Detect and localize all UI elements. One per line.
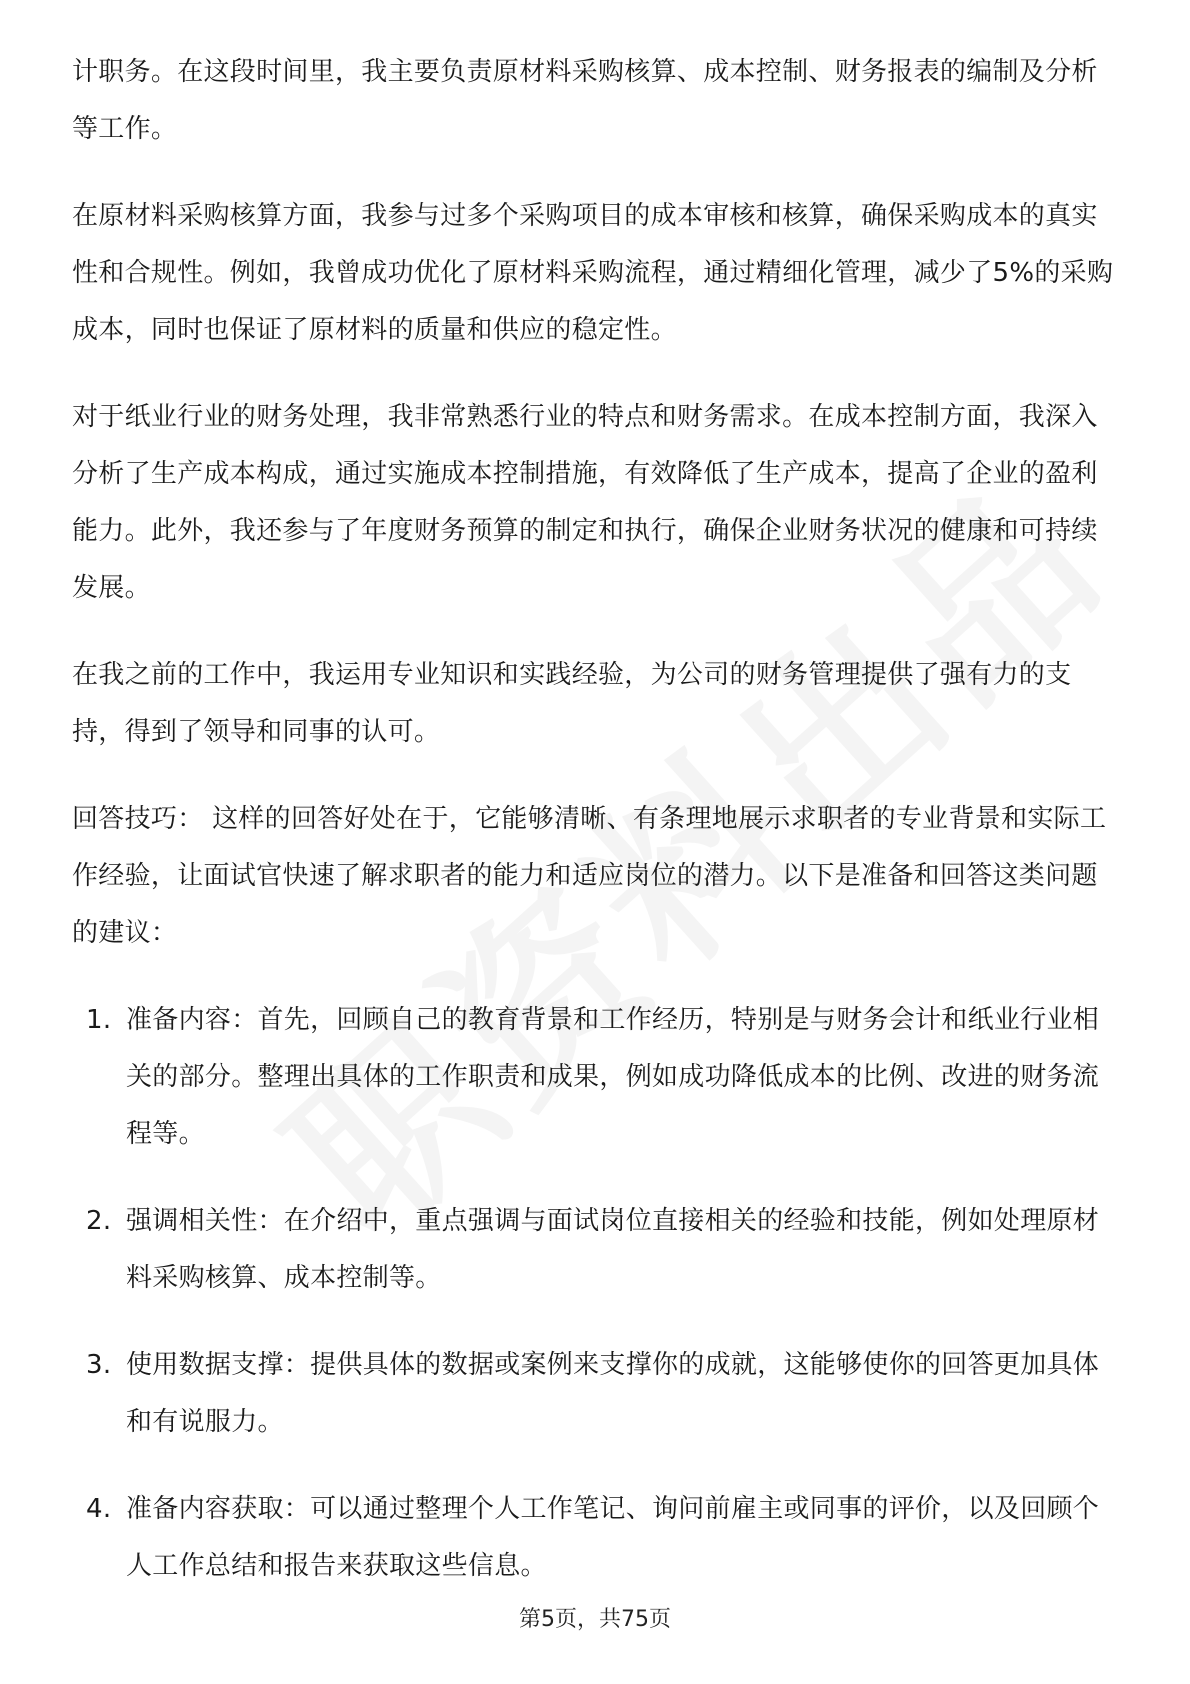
paragraph: 在原材料采购核算方面，我参与过多个采购项目的成本审核和核算，确保采购成本的真实性和合规性。例如，我曾成功优化了原材料采购流程，通过精细化管理，减少了5%的采购成本，同时也保证了原材料的质量和供应的稳定性。 xyxy=(72,201,1114,345)
list-number: 3. xyxy=(86,1350,112,1380)
answer-tips-intro: 回答技巧： 这样的回答好处在于，它能够清晰、有条理地展示求职者的专业背景和实际工作经验，让面试官快速了解求职者的能力和适应岗位的潜力。以下是准备和回答这类问题的建议： xyxy=(72,804,1107,948)
list-number: 2. xyxy=(86,1206,112,1236)
list-item xyxy=(72,1193,1122,1307)
list-item-text: 准备内容获取：可以通过整理个人工作笔记、询问前雇主或同事的评价，以及回顾个人工作总结和报告来获取这些信息。 xyxy=(126,1494,1100,1581)
paragraph: 在我之前的工作中，我运用专业知识和实践经验，为公司的财务管理提供了强有力的支持，得到了领导和同事的认可。 xyxy=(72,660,1072,747)
list-item-text: 使用数据支撑：提供具体的数据或案例来支撑你的成就，这能够使你的回答更加具体和有说服力。 xyxy=(126,1350,1100,1437)
page-content xyxy=(72,44,1122,1625)
paragraph: 计职务。在这段时间里，我主要负责原材料采购核算、成本控制、财务报表的编制及分析等工作。 xyxy=(72,57,1098,144)
list-item xyxy=(72,1481,1122,1595)
list-item-text: 强调相关性：在介绍中，重点强调与面试岗位直接相关的经验和技能，例如处理原材料采购核算、成本控制等。 xyxy=(126,1206,1100,1293)
list-number: 1. xyxy=(86,1005,112,1035)
page-number: 第5页，共75页 xyxy=(519,1607,671,1632)
list-number: 4. xyxy=(86,1494,112,1524)
paragraph: 对于纸业行业的财务处理，我非常熟悉行业的特点和财务需求。在成本控制方面，我深入分析了生产成本构成，通过实施成本控制措施，有效降低了生产成本，提高了企业的盈利能力。此外，我还参与了年度财务预算的制定和执行，确保企业财务状况的健康和可持续发展。 xyxy=(72,402,1098,603)
list-item xyxy=(72,992,1122,1163)
list-item xyxy=(72,1337,1122,1451)
tips-list xyxy=(72,992,1122,1595)
list-item-text: 准备内容：首先，回顾自己的教育背景和工作经历，特别是与财务会计和纸业行业相关的部分。整理出具体的工作职责和成果，例如成功降低成本的比例、改进的财务流程等。 xyxy=(126,1005,1100,1149)
